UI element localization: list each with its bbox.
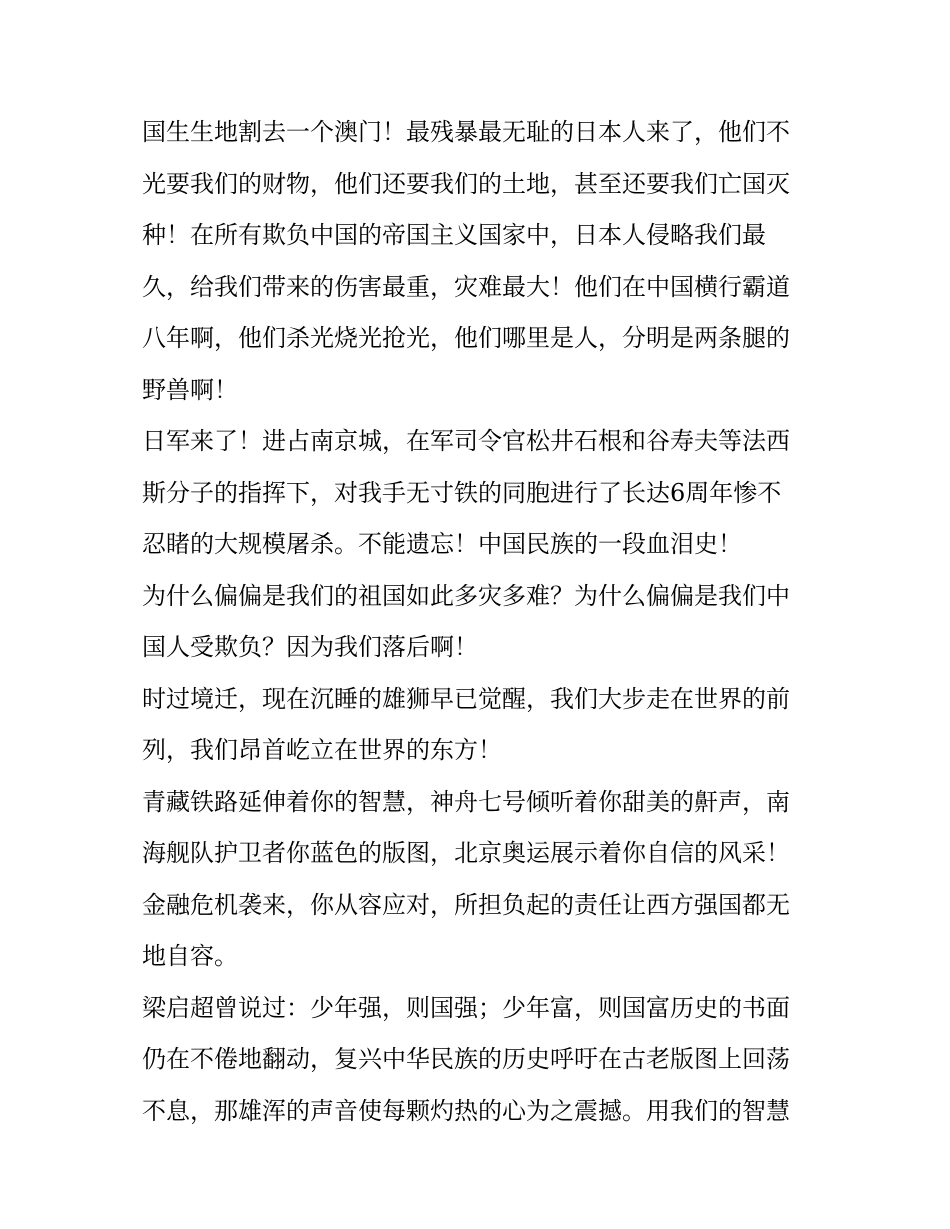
text-line: 青藏铁路延伸着你的智慧，神舟七号倾听着你甜美的鼾声，南: [142, 787, 790, 816]
text-line: 海舰队护卫者你蓝色的版图，北京奥运展示着你自信的风采！: [142, 839, 790, 867]
text-line: 列，我们昂首屹立在世界的东方！: [142, 736, 502, 764]
text-line: 八年啊，他们杀光烧光抢光，他们哪里是人，分明是两条腿的: [142, 324, 790, 352]
text-line: 国生生地割去一个澳门！最残暴最无耻的日本人来了，他们不: [142, 118, 790, 146]
text-line: 光要我们的财物，他们还要我们的土地，甚至还要我们亡国灭: [142, 169, 790, 198]
text-line: 时过境迁，现在沉睡的雄狮早已觉醒，我们大步走在世界的前: [142, 684, 790, 713]
body-text: [142, 107, 822, 1137]
text-line: 金融危机袭来，你从容应对，所担负起的责任让西方强国都无: [142, 890, 790, 919]
text-line: 斯分子的指挥下，对我手无寸铁的同胞进行了长达6周年惨不: [142, 478, 782, 507]
text-line: 久，给我们带来的伤害最重，灾难最大！他们在中国横行霸道: [142, 272, 790, 301]
text-line: 不息，那雄浑的声音使每颗灼热的心为之震撼。用我们的智慧: [142, 1096, 790, 1125]
text-line: 仍在不倦地翻动，复兴中华民族的历史呼吁在古老版图上回荡: [142, 1045, 790, 1073]
text-line: 野兽啊！: [142, 375, 238, 404]
text-line: 种！在所有欺负中国的帝国主义国家中，日本人侵略我们最: [142, 221, 766, 249]
text-line: 梁启超曾说过：少年强，则国强；少年富，则国富历史的书面: [142, 993, 790, 1022]
text-line: 为什么偏偏是我们的祖国如此多灾多难？为什么偏偏是我们中: [142, 581, 790, 610]
text-line: 国人受欺负？因为我们落后啊！: [142, 633, 478, 661]
text-line: 日军来了！进占南京城，在军司令官松井石根和谷寿夫等法西: [142, 427, 790, 455]
text-line: 地自容。: [142, 942, 238, 970]
text-line: 忍睹的大规模屠杀。不能遗忘！中国民族的一段血泪史！: [142, 530, 742, 558]
